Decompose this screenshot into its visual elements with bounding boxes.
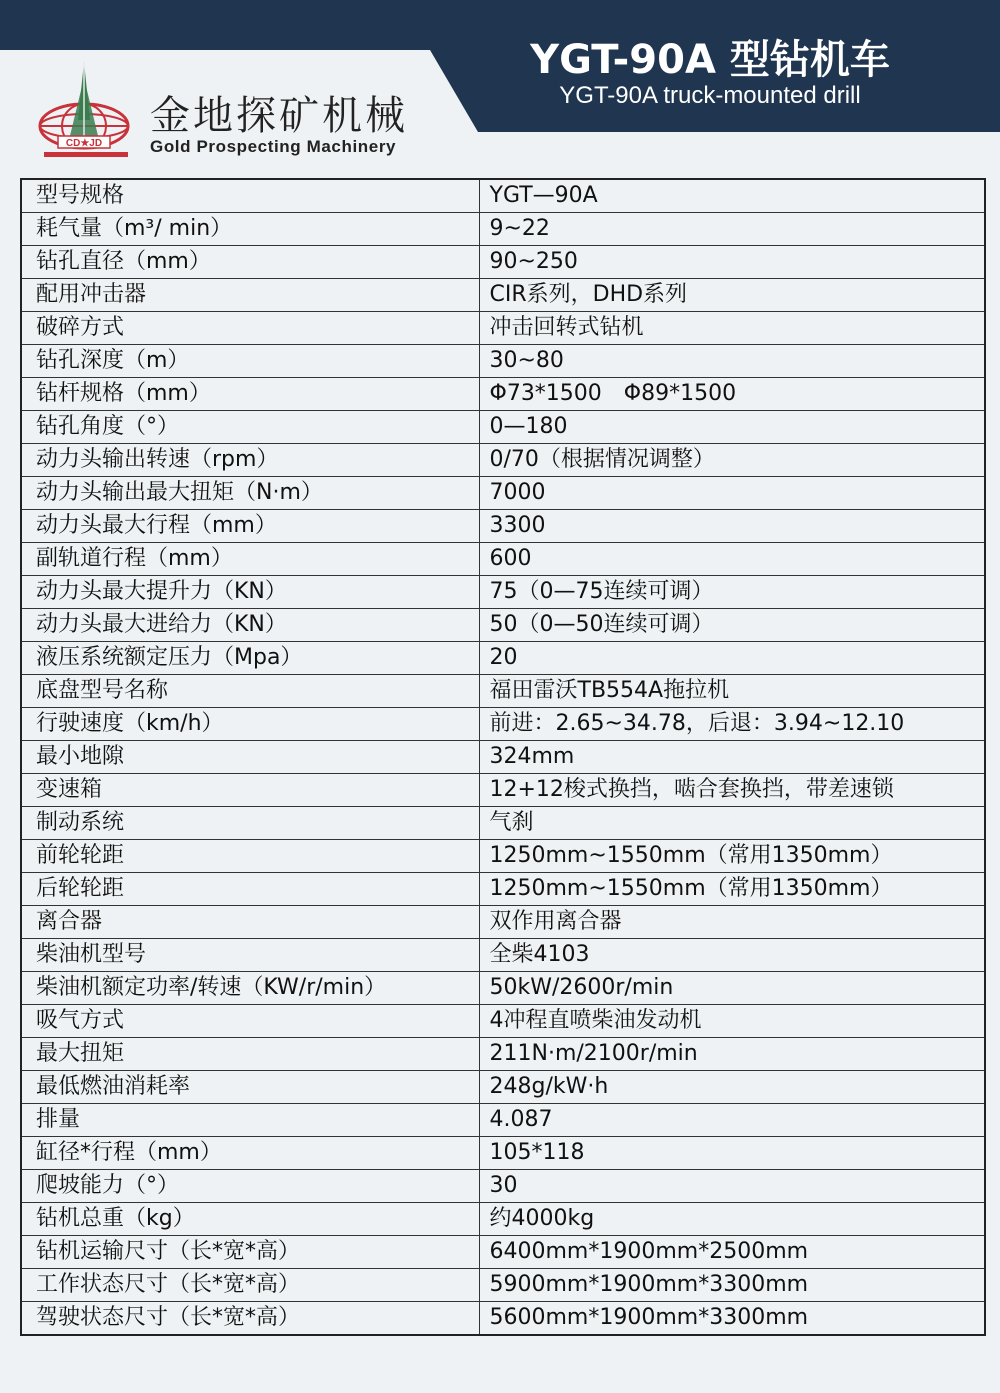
spec-row [21,1269,985,1302]
spec-value: YGT—90A [479,179,985,213]
spec-row [21,807,985,840]
spec-label: 钻机总重（kg） [21,1203,479,1236]
spec-row [21,1137,985,1170]
company-name-en: Gold Prospecting Machinery [150,137,397,156]
company-logo-icon [38,60,134,160]
spec-value: 5900mm*1900mm*3300mm [479,1269,985,1302]
spec-value: 0—180 [479,411,985,444]
spec-label: 钻机运输尺寸（长*宽*高） [21,1236,479,1269]
spec-row [21,444,985,477]
spec-value: 75（0—75连续可调） [479,576,985,609]
spec-row [21,213,985,246]
spec-value: 气刹 [479,807,985,840]
spec-value: 50kW/2600r/min [479,972,985,1005]
spec-row [21,477,985,510]
spec-value: 0/70（根据情况调整） [479,444,985,477]
page-header [0,0,1000,175]
spec-row [21,312,985,345]
spec-value: 3300 [479,510,985,543]
spec-value: Φ73*1500 Φ89*1500 [479,378,985,411]
spec-row [21,972,985,1005]
spec-row [21,510,985,543]
spec-label: 柴油机额定功率/转速（KW/r/min） [21,972,479,1005]
spec-label: 缸径*行程（mm） [21,1137,479,1170]
spec-label: 耗气量（m³/ min） [21,213,479,246]
spec-row [21,179,985,213]
spec-label: 爬坡能力（°） [21,1170,479,1203]
spec-label: 液压系统额定压力（Mpa） [21,642,479,675]
spec-row [21,345,985,378]
spec-label: 副轨道行程（mm） [21,543,479,576]
spec-row [21,378,985,411]
spec-label: 变速箱 [21,774,479,807]
spec-label: 钻孔直径（mm） [21,246,479,279]
spec-value: 600 [479,543,985,576]
spec-value: 双作用离合器 [479,906,985,939]
spec-value: 30 [479,1170,985,1203]
spec-value: 4.087 [479,1104,985,1137]
spec-label: 制动系统 [21,807,479,840]
spec-label: 最大扭矩 [21,1038,479,1071]
spec-label: 底盘型号名称 [21,675,479,708]
spec-label: 后轮轮距 [21,873,479,906]
spec-value: 冲击回转式钻机 [479,312,985,345]
spec-value: 50（0—50连续可调） [479,609,985,642]
spec-label: 最小地隙 [21,741,479,774]
spec-value: 211N·m/2100r/min [479,1038,985,1071]
spec-row [21,1302,985,1336]
spec-label: 配用冲击器 [21,279,479,312]
spec-value: 6400mm*1900mm*2500mm [479,1236,985,1269]
spec-value: 4冲程直喷柴油发动机 [479,1005,985,1038]
spec-value: 全柴4103 [479,939,985,972]
spec-label: 排量 [21,1104,479,1137]
spec-value: 90~250 [479,246,985,279]
spec-label: 行驶速度（km/h） [21,708,479,741]
spec-label: 驾驶状态尺寸（长*宽*高） [21,1302,479,1336]
spec-label: 破碎方式 [21,312,479,345]
spec-label: 动力头最大进给力（KN） [21,609,479,642]
spec-row [21,411,985,444]
company-name-cn: 金地探矿机械 [150,93,408,139]
spec-label: 钻孔角度（°） [21,411,479,444]
spec-value: 105*118 [479,1137,985,1170]
spec-row [21,774,985,807]
spec-value: 福田雷沃TB554A拖拉机 [479,675,985,708]
spec-value: 约4000kg [479,1203,985,1236]
spec-label: 动力头最大行程（mm） [21,510,479,543]
spec-value: 324mm [479,741,985,774]
spec-row [21,246,985,279]
product-title-cn: YGT-90A 型钻机车 [530,37,890,83]
spec-label: 柴油机型号 [21,939,479,972]
spec-value: 9~22 [479,213,985,246]
spec-row [21,1104,985,1137]
spec-label: 动力头输出最大扭矩（N·m） [21,477,479,510]
spec-row [21,1071,985,1104]
spec-label: 前轮轮距 [21,840,479,873]
spec-row [21,906,985,939]
spec-label: 钻孔深度（m） [21,345,479,378]
spec-table [20,178,986,1336]
spec-value: 30~80 [479,345,985,378]
spec-row [21,1038,985,1071]
spec-label: 离合器 [21,906,479,939]
spec-row [21,1005,985,1038]
spec-label: 钻杆规格（mm） [21,378,479,411]
spec-label: 型号规格 [21,179,479,213]
spec-row [21,609,985,642]
spec-label: 吸气方式 [21,1005,479,1038]
spec-row [21,741,985,774]
spec-label: 工作状态尺寸（长*宽*高） [21,1269,479,1302]
spec-row [21,576,985,609]
spec-value: 7000 [479,477,985,510]
spec-value: 前进：2.65~34.78，后退：3.94~12.10 [479,708,985,741]
spec-label: 动力头最大提升力（KN） [21,576,479,609]
spec-row [21,873,985,906]
product-title-en: YGT-90A truck-mounted drill [559,82,861,109]
spec-value: 12+12梭式换挡，啮合套换挡，带差速锁 [479,774,985,807]
spec-table-body [21,179,985,1335]
spec-row [21,279,985,312]
spec-row [21,1170,985,1203]
spec-row [21,939,985,972]
spec-value: 1250mm~1550mm（常用1350mm） [479,873,985,906]
spec-row [21,708,985,741]
spec-row [21,543,985,576]
spec-value: 1250mm~1550mm（常用1350mm） [479,840,985,873]
spec-value: 5600mm*1900mm*3300mm [479,1302,985,1336]
spec-value: CIR系列，DHD系列 [479,279,985,312]
spec-row [21,642,985,675]
spec-row [21,1203,985,1236]
spec-value: 20 [479,642,985,675]
spec-label: 动力头输出转速（rpm） [21,444,479,477]
logo-text: CD★JD [65,138,103,149]
spec-row [21,675,985,708]
spec-row [21,840,985,873]
spec-label: 最低燃油消耗率 [21,1071,479,1104]
spec-row [21,1236,985,1269]
spec-value: 248g/kW·h [479,1071,985,1104]
